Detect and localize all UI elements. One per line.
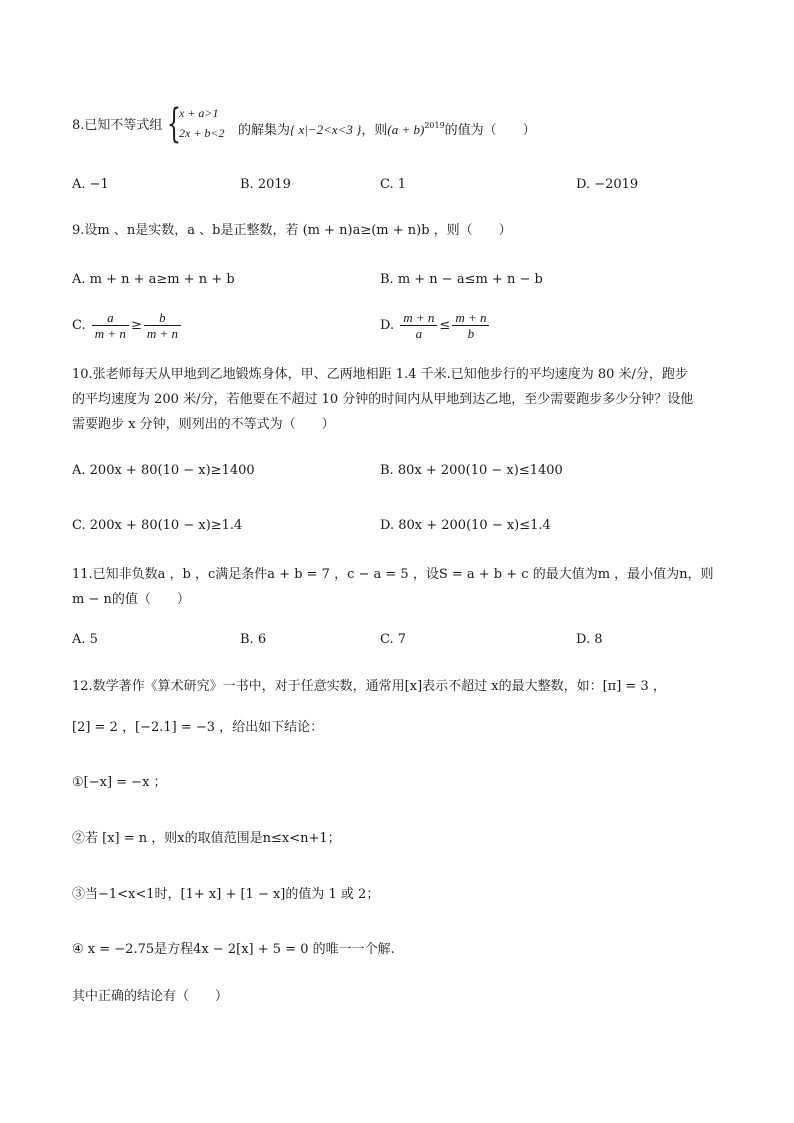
q12-tail: 其中正确的结论有（ ） [72,989,229,1004]
q10-option-c[interactable]: C. 200x + 80(10 − x)≥1.4 [72,518,243,533]
q9-option-c[interactable] [72,310,183,341]
q10-option-d[interactable]: D. 80x + 200(10 − x)≤1.4 [380,518,551,533]
q9-option-d-label: D. [380,318,395,333]
numerator: m + n [452,310,489,326]
brace-icon: { [167,101,181,147]
q12-stem-line2: [2] = 2 ，[−2.1] = −3 ，给出如下结论： [72,720,324,735]
q8-option-a[interactable]: A. −1 [72,177,109,192]
q11-option-b[interactable]: B. 6 [240,632,267,647]
q12-conclusion-4: ④ x = −2.75是方程4x − 2[x] + 5 = 0 的唯一一个解. [72,942,395,957]
q12-stem-line1: 12.数学著作《算术研究》一书中，对于任意实数，通常用[x]表示不超过 x的最大整数，如：[π] = 3 ， [72,679,666,694]
q8-mid: 的解集为 [238,123,291,138]
q9-stem: 9.设m 、n是实数，a 、b是正整数，若 (m + n)a≥(m + n)b ，则（ ） [72,223,512,238]
q8-suffix [238,117,536,140]
denominator: a [415,326,423,341]
q11-option-a[interactable]: A. 5 [72,632,98,647]
q8-system-row1: x + a>1 [179,106,219,120]
q11-stem-line1: 11.已知非负数a ，b ，c满足条件a + b = 7 ，c − a = 5 ，设S = a + b + c 的最大值为m ，最小值为n，则 [72,567,714,582]
q8-exponent: 2019 [424,121,445,130]
q10-stem-line3: 需要跑步 x 分钟，则列出的不等式为（ ） [72,417,335,432]
numerator: m + n [400,310,437,326]
q10-stem-line2: 的平均速度为 200 米/分，若他要在不超过 10 分钟的时间内从甲地到达乙地，至少需要跑步多少分钟？设他 [72,392,694,407]
fraction [92,310,129,341]
fraction [452,310,489,341]
fraction [144,310,181,341]
denominator: b [467,326,475,341]
q8-prefix: 8.已知不等式组 [72,118,163,133]
numerator: a [92,310,129,326]
q8-option-c[interactable]: C. 1 [380,177,407,192]
q8-ask: 的值为（ ） [444,123,536,138]
q10-stem-line1: 10.张老师每天从甲地到乙地锻炼身体，甲、乙两地相距 1.4 千米.已知他步行的平均速度为 80 米/分，跑步 [72,367,688,382]
q9-option-b[interactable]: B. m + n − a≤m + n − b [380,272,543,287]
q8-mid2: ，则 [361,123,388,138]
q8-option-b[interactable]: B. 2019 [240,177,291,192]
numerator: b [144,310,181,326]
fraction [400,310,437,341]
q8-system-row2: 2x + b<2 [179,126,225,140]
q8-power: (a + b) [387,122,425,137]
q11-stem-line2: m − n的值（ ） [72,592,190,607]
q9-option-c-label: C. [72,318,86,333]
q10-option-a[interactable]: A. 200x + 80(10 − x)≥1400 [72,463,255,478]
q12-conclusion-2: ②若 [x] = n ，则x的取值范围是n≤x<n+1； [72,831,341,846]
q9-option-d[interactable] [380,310,491,341]
denominator: m + n [146,326,179,341]
q11-option-d[interactable]: D. 8 [576,632,603,647]
denominator: m + n [94,326,126,341]
relation: ≤ [439,318,451,333]
q11-option-c[interactable]: C. 7 [380,632,407,647]
q9-option-a[interactable]: A. m + n + a≥m + n + b [72,272,235,287]
q8-set: { x|−2<x<3 } [290,122,362,137]
relation: ≥ [130,318,142,333]
q12-conclusion-1: ①[−x] = −x ； [72,775,167,790]
q8-option-d[interactable]: D. −2019 [576,177,639,192]
q12-conclusion-3: ③当−1<x<1时，[1+ x] + [1 − x]的值为 1 或 2； [72,887,380,902]
q10-option-b[interactable]: B. 80x + 200(10 − x)≤1400 [380,463,563,478]
